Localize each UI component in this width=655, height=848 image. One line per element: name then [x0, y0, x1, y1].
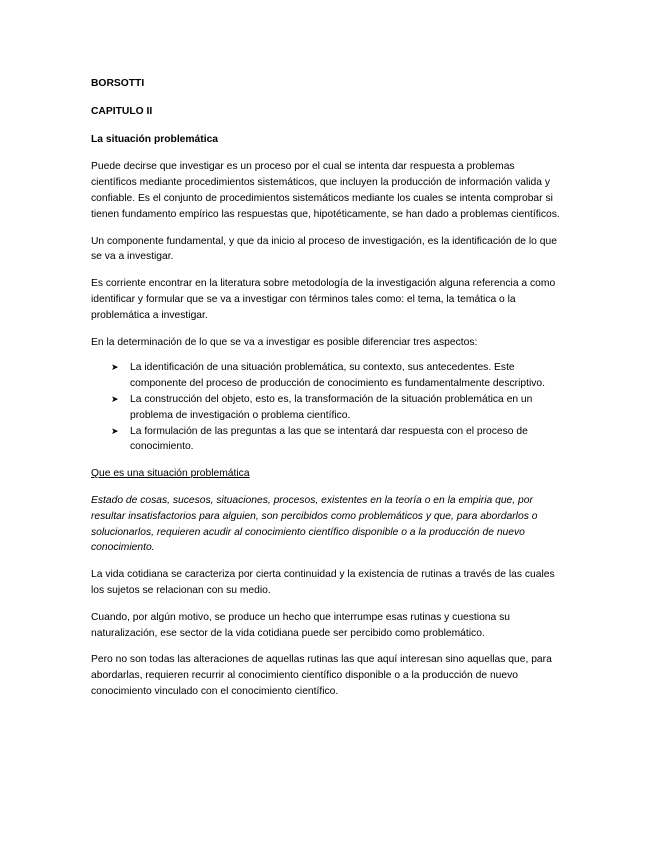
section-title: La situación problemática: [91, 133, 219, 145]
list-item: [91, 360, 563, 392]
subheading-situacion-problematica: Que es una situación problemática: [91, 468, 250, 480]
chapter-heading: CAPITULO II: [91, 105, 153, 117]
intro-paragraph-2: Un componente fundamental, y que da inicio al proceso de investigación, es la identificación de lo que se va a investigar.: [91, 235, 557, 263]
aspects-list: [91, 360, 563, 455]
closing-paragraph-3: Pero no son todas las alteraciones de aquellas rutinas las que aquí interesan sino aquellas que, para abordarlas, requieren recurrir al conocimiento científico disponible o a la producción de nuevo conocimiento vinculado con el conocimiento científico.: [91, 654, 552, 697]
author-heading: BORSOTTI: [91, 78, 145, 89]
aspect-text: La construcción del objeto, esto es, la transformación de la situación problemática en un problema de investigación o problema científico.: [130, 393, 533, 421]
list-item: [91, 424, 563, 456]
intro-paragraph-3: Es corriente encontrar en la literatura sobre metodología de la investigación alguna referencia a como identificar y formular que se va a investigar con términos tales como: el tema, la temática o la problemática a investigar.: [91, 278, 556, 321]
list-item: [91, 392, 563, 424]
arrow-bullet-icon: ➤: [111, 393, 119, 404]
intro-paragraph-4: En la determinación de lo que se va a investigar es posible diferenciar tres aspectos:: [91, 336, 478, 348]
aspect-text: La formulación de las preguntas a las que se intentará dar respuesta con el proceso de conocimiento.: [130, 425, 528, 453]
closing-paragraph-1: La vida cotidiana se caracteriza por cierta continuidad y la existencia de rutinas a través de las cuales los sujetos se relacionan con su medio.: [91, 569, 555, 596]
arrow-bullet-icon: ➤: [111, 425, 119, 436]
intro-paragraph-1: Puede decirse que investigar es un proceso por el cual se intenta dar respuesta a problemas científicos mediante procedimientos sistemáticos, que incluyen la producción de información valida y confiable. Es el conjunto de procedimientos sistemáticos mediante los cuales se intenta comprobar si tienen fundamento empírico las respuestas que, hipotéticamente, se han dado a problemas científicos.: [91, 161, 560, 220]
closing-paragraph-2: Cuando, por algún motivo, se produce un hecho que interrumpe esas rutinas y cuestiona su naturalización, ese sector de la vida cotidiana puede ser percibido como problemático.: [91, 611, 510, 639]
aspect-text: La identificación de una situación problemática, su contexto, sus antecedentes. Este componente del proceso de producción de conocimiento es fundamentalmente descriptivo.: [130, 362, 545, 390]
arrow-bullet-icon: ➤: [111, 362, 119, 373]
definition-paragraph: Estado de cosas, sucesos, situaciones, procesos, existentes en la teoría o en la empiria que, por resultar insatisfactorios para alguien, son percibidos como problemáticos y que, para abordarlos o solucionarlos, requieren acudir al conocimiento científico disponible o a la producción de nuevo conocimiento.: [91, 494, 538, 554]
